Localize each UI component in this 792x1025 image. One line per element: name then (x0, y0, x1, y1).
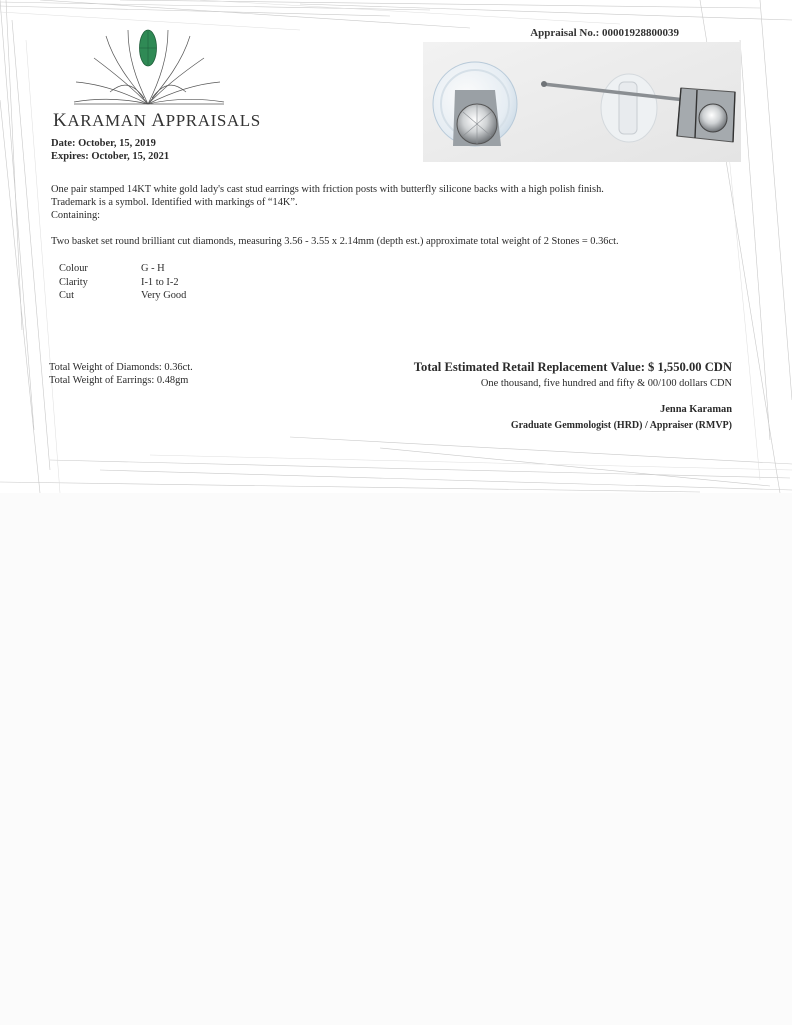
item-description: One pair stamped 14KT white gold lady's cast stud earrings with friction posts with butterfly silicone backs with a high polish finish. Trademark is a symbol. Identified with markings of “14K”. Containing: (51, 184, 604, 221)
spec-value: I-1 to I-2 (141, 276, 179, 288)
valuation-block (414, 359, 732, 432)
appraisal-number: Appraisal No.: 00001928800039 (530, 27, 679, 39)
spec-row-colour (59, 262, 186, 276)
earring-weight: Total Weight of Earrings: 0.48gm (49, 375, 189, 387)
stones-description: Two basket set round brilliant cut diamonds, measuring 3.56 - 3.55 x 2.14mm (depth est.) approximate total weight of 2 Stones = 0.36ct. (51, 236, 619, 247)
spec-label: Clarity (59, 276, 88, 288)
expiry-date: Expires: October, 15, 2021 (51, 151, 170, 162)
replacement-value: Total Estimated Retail Replacement Value: $ 1,550.00 CDN (413, 360, 732, 374)
spec-value: Very Good (141, 290, 187, 302)
issue-date: Date: October, 15, 2019 (51, 138, 156, 149)
spec-value: G - H (141, 263, 165, 274)
appraisal-certificate (0, 0, 792, 493)
earrings-photo (423, 42, 741, 162)
brand-name: KARAMAN APPRAISALS (53, 110, 261, 131)
weight-totals (49, 361, 193, 388)
spec-label: Cut (59, 290, 75, 302)
signer-name: Jenna Karaman (660, 404, 732, 415)
spec-row-cut (59, 289, 186, 303)
spec-row-clarity (59, 276, 186, 290)
diamond-specs-table (59, 262, 186, 303)
signer-title: Graduate Gemmologist (HRD) / Appraiser (RMVP) (510, 420, 732, 431)
date-block (51, 137, 169, 163)
karaman-logo-icon (70, 22, 230, 114)
spec-label: Colour (59, 263, 88, 274)
value-in-words: One thousand, five hundred and fifty & 00/100 dollars CDN (480, 378, 732, 389)
diamond-weight: Total Weight of Diamonds: 0.36ct. (49, 362, 193, 373)
